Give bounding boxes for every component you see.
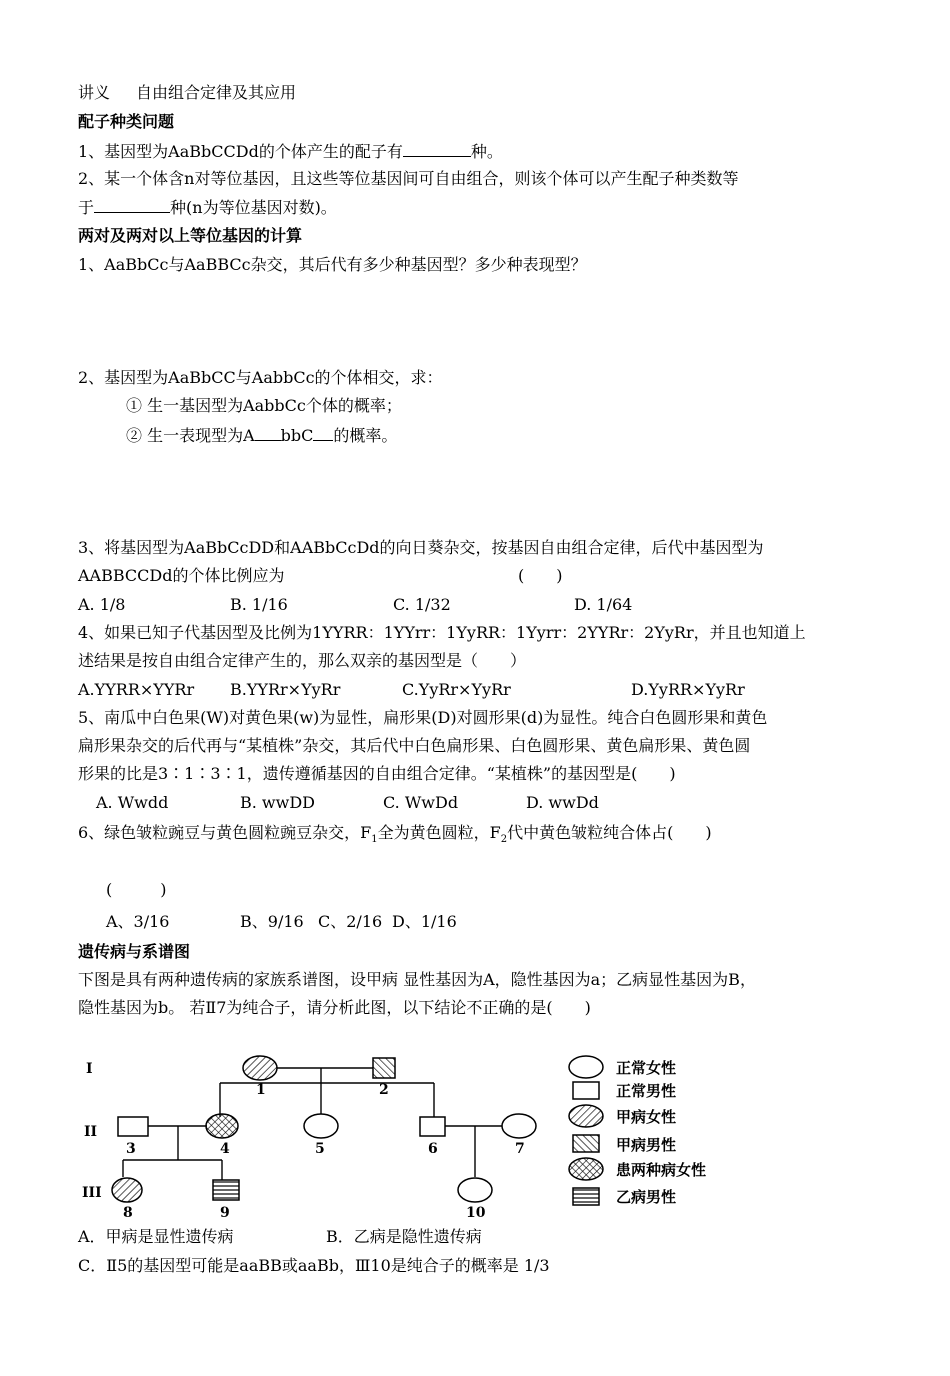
individual-number: 9 [220, 1205, 230, 1221]
question-gametes-1 [78, 141, 503, 162]
question-gametes-2-line1: 2、某一个体含n对等位基因，且这些等位基因间可自由组合，则该个体可以产生配子种类数等 [78, 169, 739, 188]
option-b: B. 1/16 [230, 595, 288, 614]
pedigree-option-b: B．乙病是隐性遗传病 [326, 1227, 482, 1246]
individual-7-normal-female [502, 1114, 536, 1138]
option-c: C. 1/32 [393, 595, 451, 614]
option-d: D.YyRR×YyRr [631, 680, 745, 699]
legend-disease-a-female-icon [569, 1105, 603, 1127]
answer-paren: ( ) [518, 566, 563, 585]
individual-number: 5 [315, 1141, 325, 1157]
q-text: 种。 [470, 142, 503, 161]
section-heading-pedigree: 遗传病与系谱图 [78, 942, 191, 961]
section-heading-calc: 两对及两对以上等位基因的计算 [78, 226, 303, 245]
q-text: 种(n为等位基因对数)。 [170, 198, 337, 217]
answer-paren: ( ) [106, 880, 167, 899]
generation-label-2: II [84, 1124, 98, 1140]
legend-both-diseases-female-icon [569, 1158, 603, 1180]
question-calc-5-line1: 5、南瓜中白色果(W)对黄色果(w)为显性，扁形果(D)对圆形果(d)为显性。纯合白色圆形果和黄色 [78, 708, 768, 727]
legend-normal-male-icon [573, 1082, 599, 1099]
option-a: A、3/16 [106, 912, 170, 931]
title-prefix: 讲义 [78, 83, 111, 102]
individual-3-normal-male [118, 1117, 148, 1136]
generation-label-1: I [86, 1061, 93, 1077]
question-calc-2: 2、基因型为AaBbCC与AabbCc的个体相交，求： [78, 368, 443, 387]
question-calc-2-part1: ① 生一基因型为AabbCc个体的概率； [126, 396, 402, 415]
option-c: C.YyRr×YyRr [402, 680, 511, 699]
pedigree-option-c: C．Ⅱ5的基因型可能是aaBB或aaBb，Ⅲ10是纯合子的概率是 1/3 [78, 1256, 550, 1275]
option-b: B. wwDD [240, 793, 315, 812]
individual-1-affected-female [243, 1056, 277, 1080]
question-calc-2-part2 [126, 425, 397, 446]
option-b: B.YYRr×YyRr [230, 680, 341, 699]
individual-number: 8 [123, 1205, 133, 1221]
q-text: 的概率。 [333, 426, 398, 445]
section-heading-gametes: 配子种类问题 [78, 112, 175, 131]
question-gametes-2-line2 [78, 197, 337, 218]
individual-number: 4 [220, 1141, 230, 1157]
question-calc-4-line1: 4、如果已知子代基因型及比例为1YYRR：1YYrr：1YyRR：1Yyrr：2YYRr：2YyRr，并且也知道上 [78, 623, 806, 642]
option-b: B、9/16 [240, 912, 304, 931]
legend-label: 正常男性 [616, 1082, 677, 1100]
legend-label: 正常女性 [616, 1059, 677, 1077]
q-text: 全为黄色圆粒，F [377, 823, 501, 842]
option-d: D. 1/64 [574, 595, 633, 614]
q-text: ② 生一表现型为A [126, 426, 255, 445]
option-a: A. 1/8 [78, 595, 126, 614]
legend-disease-b-male-icon [573, 1188, 599, 1205]
pedigree-option-a: A．甲病是显性遗传病 [78, 1227, 234, 1246]
option-c: C、2/16 [318, 912, 383, 931]
legend-normal-female-icon [569, 1056, 603, 1078]
question-calc-3-line1: 3、将基因型为AaBbCcDD和AABbCcDd的向日葵杂交，按基因自由组合定律，后代中基因型为 [78, 538, 764, 557]
pedigree-chart [70, 1040, 790, 1225]
individual-2-affected-male [373, 1058, 395, 1078]
individual-number: 2 [379, 1082, 389, 1098]
subscript: 1 [371, 834, 378, 846]
answer-blank [403, 141, 471, 157]
legend-label: 患两种病女性 [616, 1161, 707, 1179]
question-calc-5-line3: 形果的比是3∶1∶3∶1，遗传遵循基因的自由组合定律。“某植株”的基因型是( ) [78, 764, 676, 783]
q-text: 于 [78, 198, 95, 217]
document-title [78, 83, 296, 103]
question-calc-4-line2: 述结果是按自由组合定律产生的，那么双亲的基因型是（ ） [78, 651, 527, 670]
q-text: 1、基因型为AaBbCCDd的个体产生的配子有 [78, 142, 403, 161]
question-calc-1: 1、AaBbCc与AaBBCc杂交，其后代有多少种基因型？多少种表现型？ [78, 255, 587, 274]
individual-number: 7 [515, 1141, 525, 1157]
answer-blank [94, 197, 170, 213]
pedigree-question-line2: 隐性基因为b。 若Ⅱ7为纯合子，请分析此图，以下结论不正确的是( ) [78, 998, 591, 1017]
q-text: 代中黄色皱粒纯合体占( ) [507, 823, 712, 842]
legend-label: 甲病男性 [616, 1136, 677, 1154]
option-d: D、1/16 [392, 912, 457, 931]
individual-number: 3 [126, 1141, 136, 1157]
pedigree-question-line1: 下图是具有两种遗传病的家族系谱图，设甲病 显性基因为A，隐性基因为a；乙病显性基因为B， [78, 970, 756, 989]
option-c: C. WwDd [383, 793, 459, 812]
pedigree-legend [569, 1056, 706, 1206]
individual-number: 1 [256, 1082, 266, 1098]
answer-blank [255, 425, 281, 441]
answer-blank [313, 425, 333, 441]
question-calc-6 [78, 823, 712, 850]
legend-label: 乙病男性 [616, 1188, 677, 1206]
individual-10-normal-female [458, 1178, 492, 1202]
subscript: 2 [500, 834, 508, 846]
individual-6-normal-male [420, 1117, 445, 1136]
individual-number: 6 [428, 1141, 438, 1157]
q-text: 6、绿色皱粒豌豆与黄色圆粒豌豆杂交，F [78, 823, 372, 842]
legend-label: 甲病女性 [616, 1108, 677, 1126]
question-calc-3-line2: AABBCCDd的个体比例应为 [78, 566, 285, 585]
option-a: A.YYRR×YYRr [78, 680, 195, 699]
option-d: D. wwDd [526, 793, 599, 812]
individual-5-normal-female [304, 1114, 338, 1138]
title-text: 自由组合定律及其应用 [136, 83, 297, 102]
option-a: A. Wwdd [96, 793, 169, 812]
individual-8-affected-female [112, 1178, 142, 1202]
legend-disease-a-male-icon [573, 1135, 599, 1152]
generation-label-3: III [82, 1185, 102, 1201]
individual-number: 10 [466, 1205, 486, 1221]
individual-9-disease-b-male [213, 1180, 239, 1200]
individual-4-both-diseases-female [206, 1114, 238, 1138]
question-calc-5-line2: 扁形果杂交的后代再与“某植株”杂交，其后代中白色扁形果、白色圆形果、黄色扁形果、黄色圆 [78, 736, 751, 755]
q-text: bbC [280, 426, 314, 445]
